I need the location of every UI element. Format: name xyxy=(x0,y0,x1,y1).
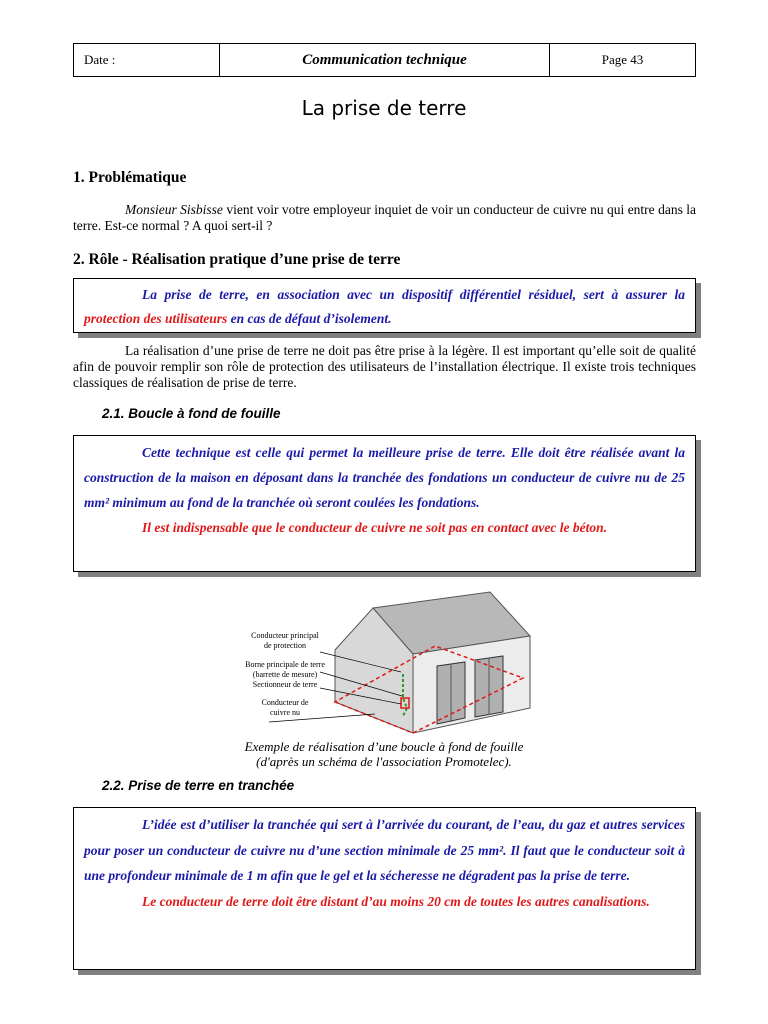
sub21-box xyxy=(73,435,696,572)
role-box xyxy=(73,278,696,333)
role-text-2: en cas de défaut d’isolement. xyxy=(227,311,392,326)
section1-heading: 1. Problématique xyxy=(73,169,187,186)
label-earth-terminal-2: (barrette de mesure) xyxy=(252,670,318,679)
section1-text: vient voir votre employeur inquiet de voir un conducteur de cuivre nu qui entre dans la terre. Est-ce normal ? A quoi sert-il ? xyxy=(73,202,696,233)
section2-heading: 2. Rôle - Réalisation pratique d’une prise de terre xyxy=(73,251,401,268)
page-header xyxy=(73,43,696,77)
house-diagram xyxy=(225,588,545,736)
sub21-box-text: Cette technique est celle qui permet la meilleure prise de terre. Elle doit être réalisée avant la construction de la maison en déposant dans la tranchée des fondations un conducteur de cuivre nu de 25 mm² minimum au fond de la tranchée où seront coulées les fondations. xyxy=(84,445,685,510)
sub21-heading: 2.1. Boucle à fond de fouille xyxy=(102,406,281,421)
sub22-box-red: Le conducteur de terre doit être distant d’au moins 20 cm de toutes les autres canalisations. xyxy=(142,893,650,909)
label-copper-conductor-2: cuivre nu xyxy=(270,708,300,717)
label-principal-conductor: Conducteur principal xyxy=(251,631,319,640)
caption-line2: (d'après un schéma de l'association Promotelec). xyxy=(256,754,512,769)
label-copper-conductor: Conducteur de xyxy=(261,698,309,707)
figure-caption xyxy=(0,739,768,769)
role-text-red: protection des utilisateurs xyxy=(84,311,228,326)
sub22-box xyxy=(73,807,696,970)
role-text-1: La prise de terre, en association avec un dispositif différentiel résiduel, sert à assurer la xyxy=(142,287,685,302)
caption-line1: Exemple de réalisation d’une boucle à fond de fouille xyxy=(244,739,524,754)
page-number: Page 43 xyxy=(601,52,644,67)
person-name: Monsieur Sisbisse xyxy=(125,202,223,217)
section2-paragraph: La réalisation d’une prise de terre ne doit pas être prise à la légère. Il est important qu’elle soit de qualité afin de pouvoir remplir son rôle de protection des utilisateurs de l’installation électrique. Il existe trois techniques classiques de réalisation de prise de terre. xyxy=(73,343,696,390)
sub21-box-red: Il est indispensable que le conducteur de cuivre ne soit pas en contact avec le béton. xyxy=(142,520,607,535)
header-title: Communication technique xyxy=(220,44,550,76)
page-title: La prise de terre xyxy=(301,96,467,120)
section1-paragraph xyxy=(73,202,696,234)
sub22-box-text: L’idée est d’utiliser la tranchée qui sert à l’arrivée du courant, de l’eau, du gaz et autres services pour poser un conducteur de cuivre nu d’une section minimale de 25 mm². Il faut que le conducteur soit à une profondeur minimale de 1 m afin que le gel et la sécheresse ne dégradent pas la prise de terre. xyxy=(84,817,685,883)
sub22-heading: 2.2. Prise de terre en tranchée xyxy=(102,778,295,793)
date-cell: Date : xyxy=(74,44,220,76)
label-earth-terminal: Borne principale de terre xyxy=(245,660,325,669)
label-principal-conductor-2: de protection xyxy=(264,641,306,650)
label-disconnector: Sectionneur de terre xyxy=(252,680,318,689)
